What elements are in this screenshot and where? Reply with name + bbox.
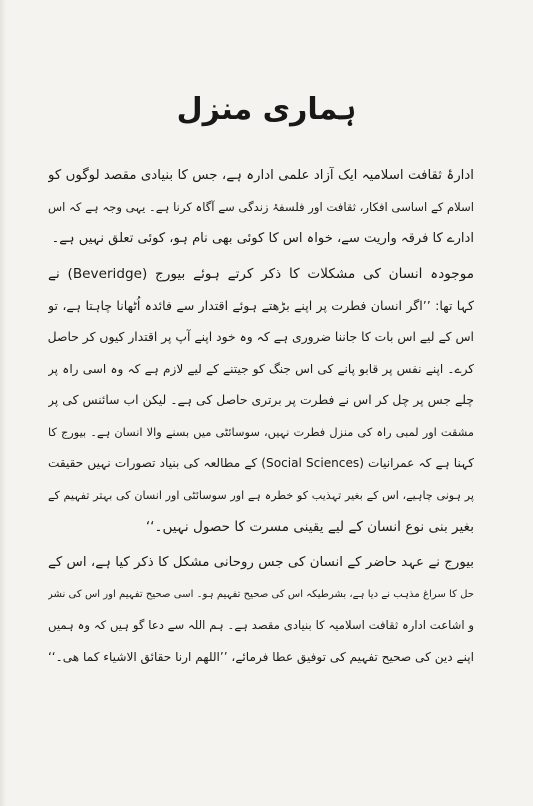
text-line: مشقت اور لمبی راہ کی منزل فطرت نہیں، سوسائٹی میں بسنے والا انسان ہے۔ بیورج کا [48,424,474,439]
paragraph-conclusion [48,547,474,673]
text-line: ادارے کا فرقہ واریت سے، خواہ اس کا کوئی بھی نام ہو، کوئی تعلق نہیں ہے۔ [51,231,474,247]
text-line: پر ہونی چاہیے، اس کے بغیر تہذیب کو خطرہ ہے اور سوسائٹی اور انسان کی بہتر تفہیم کے [48,488,474,502]
text-line: اسلام کے اساسی افکار، ثقافت اور فلسفۂ زندگی سے آگاہ کرنا ہے۔ یہی وجہ ہے کہ اس [48,199,474,214]
text-line: حل کا سراغ مذہب نے دیا ہے، بشرطیکہ اس کی صحیح تفہیم ہو۔ اسی صحیح تفہیم اور اس کی نشر [48,588,474,600]
text-line: موجودہ انسان کی مشکلات کا ذکر کرتے ہوئے بیورج (Beveridge) نے [48,265,474,282]
text-line: چلے جس پر چل کر اس نے فطرت پر برتری حاصل کی ہے۔ لیکن اب سائنس کی پر [48,393,474,408]
text-line: اپنے دین کی صحیح تفہیم کی توفیق عطا فرمائے، ’’اللھم ارنا حقائق الاشیاء کما ھی۔‘‘ [48,649,474,664]
text-line: بغیر بنی نوع انسان کے لیے یقینی مسرت کا حصول نہیں۔‘‘ [145,518,474,535]
text-line: اس کے لیے اس بات کا جاننا ضروری ہے کہ وہ خود اپنے آپ پر اقتدار کیوں کر حاصل [48,329,474,344]
paragraph-beveridge-quote [48,259,474,543]
text-line: کرے۔ اپنے نفس پر قابو پانے کی اس جنگ کو جیتنے کے لیے لازم ہے کہ وہ اسی راہ پر [48,361,474,376]
text-line: بیورج نے عہد حاضر کے انسان کی جس روحانی مشکل کا ذکر کیا ہے، اس کے [48,555,474,571]
text-line: ادارۂ ثقافت اسلامیہ ایک آزاد علمی ادارہ ہے، جس کا بنیادی مقصد لوگوں کو [48,168,474,183]
paragraph-intro [48,160,474,255]
text-line: کہنا ہے کہ عمرانیات (Social Sciences) کے مطالعہ کی بنیاد تصورات نہیں حقیقت [48,456,474,471]
text-line: و اشاعت ادارہ ثقافت اسلامیہ کا بنیادی مقصد ہے۔ ہم اللہ سے دعا گو ہیں کہ وہ ہمیں [48,618,474,633]
text-line: کہا تھا: ’’اگر انسان فطرت پر اپنے بڑھتے ہوئے اقتدار سے فائدہ اُٹھانا چاہتا ہے، تو [48,298,474,314]
body-text [48,160,474,674]
page-title: ہماری منزل [176,92,357,127]
